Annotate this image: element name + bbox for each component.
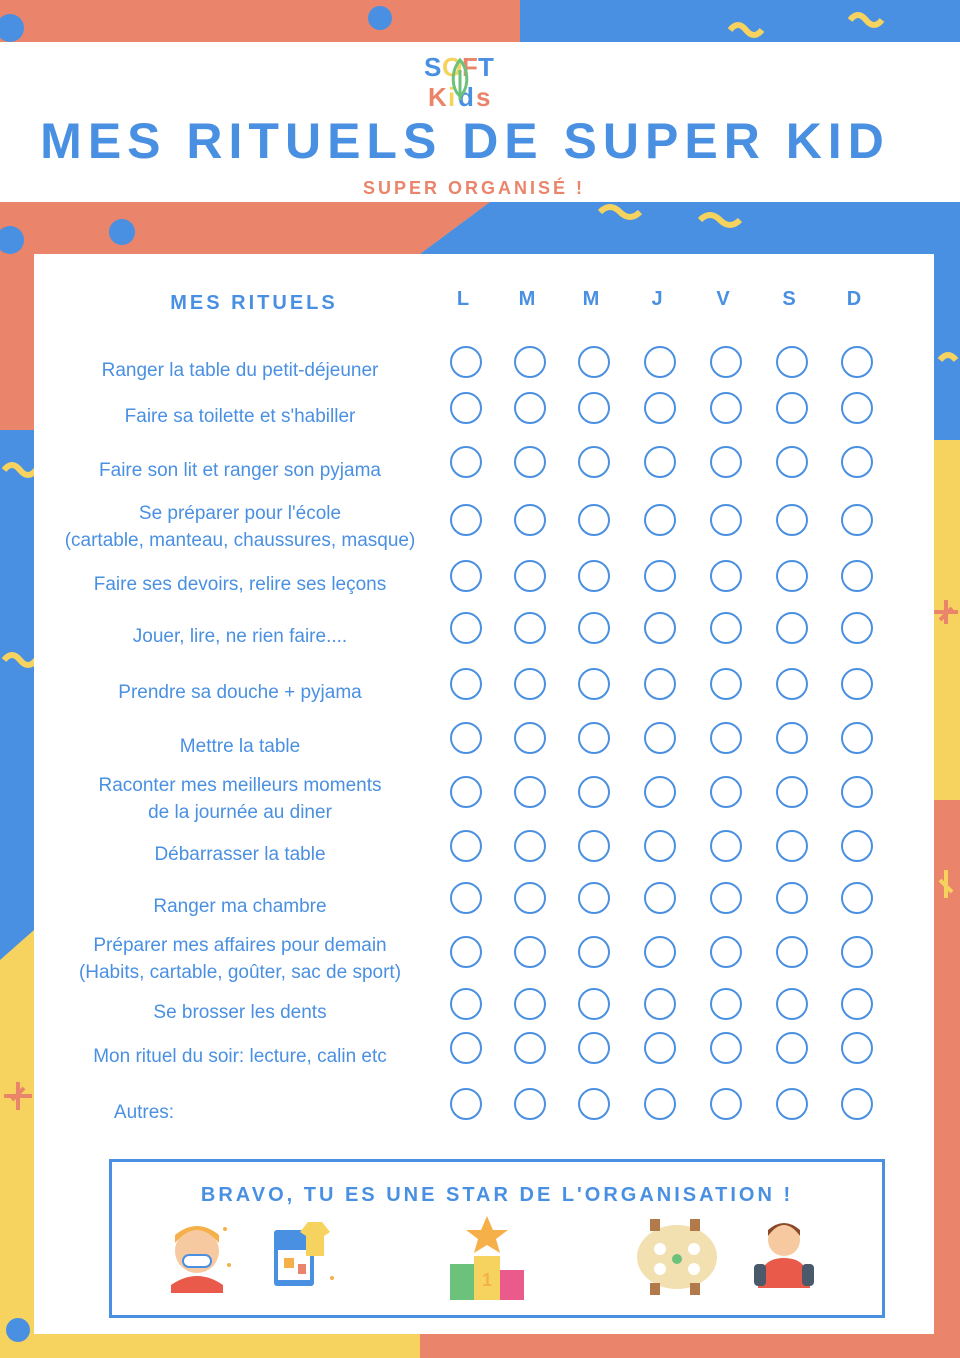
bravo-message: BRAVO, TU ES UNE STAR DE L'ORGANISATION ! [200,1184,794,1206]
day-checkbox[interactable] [710,392,742,424]
ritual-label: Faire sa toilette et s'habiller [124,406,356,427]
day-checkbox[interactable] [841,446,873,478]
day-checkbox[interactable] [514,1032,546,1064]
day-checkbox[interactable] [710,504,742,536]
day-checkbox[interactable] [578,830,610,862]
day-checkbox[interactable] [578,504,610,536]
day-checkbox[interactable] [450,830,482,862]
day-checkbox[interactable] [644,612,676,644]
day-checkbox[interactable] [644,668,676,700]
ritual-label: Jouer, lire, ne rien faire.... [132,626,348,647]
day-checkbox[interactable] [450,446,482,478]
day-checkbox[interactable] [578,988,610,1020]
day-checkbox[interactable] [710,936,742,968]
day-checkbox[interactable] [644,560,676,592]
soft-kids-logo [420,50,500,112]
day-checkbox[interactable] [644,446,676,478]
ritual-label: Raconter mes meilleurs moments de la journée au diner [98,775,382,823]
day-checkbox[interactable] [450,776,482,808]
day-checkbox[interactable] [776,668,808,700]
day-checkbox[interactable] [514,560,546,592]
day-checkbox[interactable] [841,392,873,424]
day-checkbox[interactable] [776,1088,808,1120]
page-subtitle: SUPER ORGANISÉ ! [362,178,586,198]
day-checkbox[interactable] [841,1088,873,1120]
svg-text:1: 1 [482,1270,493,1290]
day-checkbox[interactable] [578,776,610,808]
day-checkbox[interactable] [578,346,610,378]
day-checkbox[interactable] [514,392,546,424]
day-checkbox[interactable] [644,936,676,968]
day-checkbox[interactable] [710,612,742,644]
day-checkbox[interactable] [710,1088,742,1120]
day-checkbox[interactable] [776,504,808,536]
day-checkbox[interactable] [776,392,808,424]
laundry-icon [262,1214,342,1294]
day-checkbox[interactable] [776,936,808,968]
day-checkbox[interactable] [644,346,676,378]
day-checkbox[interactable] [710,668,742,700]
day-checkbox[interactable] [578,936,610,968]
day-checkbox[interactable] [644,988,676,1020]
ritual-label: Se préparer pour l'école (cartable, manteau, chaussures, masque) [64,503,416,551]
day-checkbox[interactable] [710,560,742,592]
ritual-label: Faire ses devoirs, relire ses leçons [93,574,387,595]
day-checkbox[interactable] [450,668,482,700]
day-header: M [582,288,600,310]
day-checkbox[interactable] [450,346,482,378]
day-checkbox[interactable] [841,504,873,536]
day-checkbox[interactable] [514,722,546,754]
day-checkbox[interactable] [776,346,808,378]
svg-text:F: F [462,52,478,82]
day-checkbox[interactable] [514,446,546,478]
day-checkbox[interactable] [450,504,482,536]
day-checkbox[interactable] [776,830,808,862]
ritual-label: Mon rituel du soir: lecture, calin etc [93,1046,387,1067]
ritual-label: Ranger ma chambre [153,896,327,917]
day-checkbox[interactable] [841,988,873,1020]
day-checkbox[interactable] [450,988,482,1020]
day-checkbox[interactable] [450,560,482,592]
day-checkbox[interactable] [578,722,610,754]
day-checkbox[interactable] [710,830,742,862]
day-checkbox[interactable] [450,392,482,424]
day-checkbox[interactable] [514,988,546,1020]
day-checkbox[interactable] [710,882,742,914]
day-checkbox[interactable] [776,722,808,754]
day-checkbox[interactable] [841,936,873,968]
day-checkbox[interactable] [841,830,873,862]
day-checkbox[interactable] [841,1032,873,1064]
day-checkbox[interactable] [776,612,808,644]
day-checkbox[interactable] [776,882,808,914]
day-checkbox[interactable] [841,882,873,914]
day-checkbox[interactable] [450,1088,482,1120]
day-checkbox[interactable] [514,830,546,862]
day-checkbox[interactable] [710,722,742,754]
day-checkbox[interactable] [644,830,676,862]
day-checkbox[interactable] [578,446,610,478]
day-checkbox[interactable] [776,776,808,808]
page-title: MES RITUELS DE SUPER KID [40,113,890,169]
ritual-label: Préparer mes affaires pour demain (Habits, cartable, goûter, sac de sport) [78,935,402,983]
day-checkbox[interactable] [710,1032,742,1064]
day-checkbox[interactable] [776,560,808,592]
ritual-label: Prendre sa douche + pyjama [118,682,362,703]
svg-text:s: s [476,82,491,112]
ritual-label: Ranger la table du petit-déjeuner [101,360,379,381]
day-checkbox[interactable] [841,776,873,808]
svg-text:O: O [442,52,463,82]
day-checkbox[interactable] [450,936,482,968]
day-checkbox[interactable] [578,1088,610,1120]
day-checkbox[interactable] [841,612,873,644]
day-checkbox[interactable] [514,882,546,914]
day-checkbox[interactable] [578,882,610,914]
day-checkbox[interactable] [450,882,482,914]
day-checkbox[interactable] [514,668,546,700]
day-checkbox[interactable] [841,722,873,754]
day-checkbox[interactable] [841,560,873,592]
day-checkbox[interactable] [644,1032,676,1064]
day-checkbox[interactable] [776,988,808,1020]
day-checkbox[interactable] [450,722,482,754]
ritual-label: Débarrasser la table [154,844,326,865]
day-checkbox[interactable] [450,1032,482,1064]
day-checkbox[interactable] [578,1032,610,1064]
table-setting-icon [632,1217,722,1297]
ritual-label: Se brosser les dents [153,1002,327,1023]
ritual-label: Mettre la table [179,736,301,757]
day-header: D [846,288,862,310]
day-checkbox[interactable] [514,504,546,536]
ritual-label: Autres: [113,1102,175,1123]
day-checkbox[interactable] [644,1088,676,1120]
ritual-chart-card [34,254,934,1334]
day-header: V [716,288,730,310]
day-checkbox[interactable] [644,722,676,754]
svg-text:K: K [428,82,447,112]
day-checkbox[interactable] [578,668,610,700]
day-checkbox[interactable] [644,882,676,914]
svg-text:i: i [448,82,456,112]
svg-text:S: S [424,52,442,82]
trophy-podium-icon [442,1212,532,1302]
day-checkbox[interactable] [450,612,482,644]
rituals-column-header: MES RITUELS [170,292,338,314]
day-checkbox[interactable] [776,1032,808,1064]
day-checkbox[interactable] [710,446,742,478]
day-checkbox[interactable] [644,392,676,424]
day-header: J [651,288,663,310]
day-checkbox[interactable] [578,612,610,644]
ritual-label: Faire son lit et ranger son pyjama [99,460,381,481]
day-checkbox[interactable] [644,776,676,808]
svg-text:T: T [478,52,494,82]
day-checkbox[interactable] [514,612,546,644]
bravo-banner [109,1159,885,1318]
day-checkbox[interactable] [710,776,742,808]
day-checkbox[interactable] [710,988,742,1020]
svg-text:d: d [458,82,474,112]
day-checkbox[interactable] [644,504,676,536]
day-header: S [782,288,796,310]
day-checkbox[interactable] [514,346,546,378]
day-checkbox[interactable] [776,446,808,478]
day-checkbox[interactable] [710,346,742,378]
day-checkbox[interactable] [841,346,873,378]
kid-with-backpack-icon [744,1214,824,1294]
day-checkbox[interactable] [578,560,610,592]
day-header: L [456,288,470,310]
day-checkbox[interactable] [514,1088,546,1120]
day-checkbox[interactable] [514,936,546,968]
day-header: M [518,288,536,310]
day-checkbox[interactable] [841,668,873,700]
brushing-teeth-icon [157,1217,237,1297]
day-checkbox[interactable] [578,392,610,424]
day-checkbox[interactable] [514,776,546,808]
